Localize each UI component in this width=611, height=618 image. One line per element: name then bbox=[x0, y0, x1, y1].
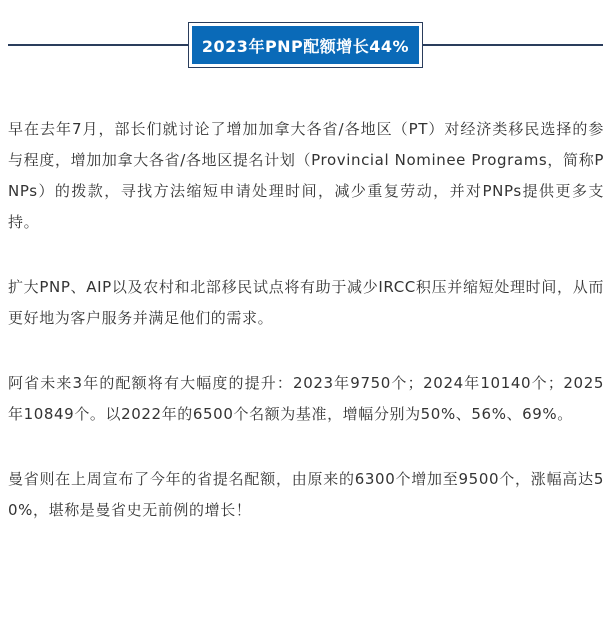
paragraph-4: 曼省则在上周宣布了今年的省提名配额，由原来的6300个增加至9500个，涨幅高达50%，堪称是曼省史无前例的增长！ bbox=[8, 470, 604, 519]
paragraph-1: 早在去年7月，部长们就讨论了增加加拿大各省/各地区（PT）对经济类移民选择的参与程度，增加加拿大各省/各地区提名计划（Provincial Nominee Programs，简称PNPs）的拨款，寻找方法缩短申请处理时间，减少重复劳动，并对PNPs提供更多支持。 bbox=[8, 120, 604, 231]
article-body bbox=[8, 114, 604, 560]
header-divider-right bbox=[423, 44, 603, 46]
section-header bbox=[0, 22, 611, 68]
paragraph-2: 扩大PNP、AIP以及农村和北部移民试点将有助于减少IRCC积压并缩短处理时间，从而更好地为客户服务并满足他们的需求。 bbox=[8, 278, 604, 327]
section-title: 2023年PNP配额增长44% bbox=[192, 26, 419, 64]
paragraph-3: 阿省未来3年的配额将有大幅度的提升：2023年9750个；2024年10140个；2025年10849个。以2022年的6500个名额为基准，增幅分别为50%、56%、69%。 bbox=[8, 374, 604, 423]
section-title-frame bbox=[188, 22, 423, 68]
header-divider-left bbox=[8, 44, 188, 46]
